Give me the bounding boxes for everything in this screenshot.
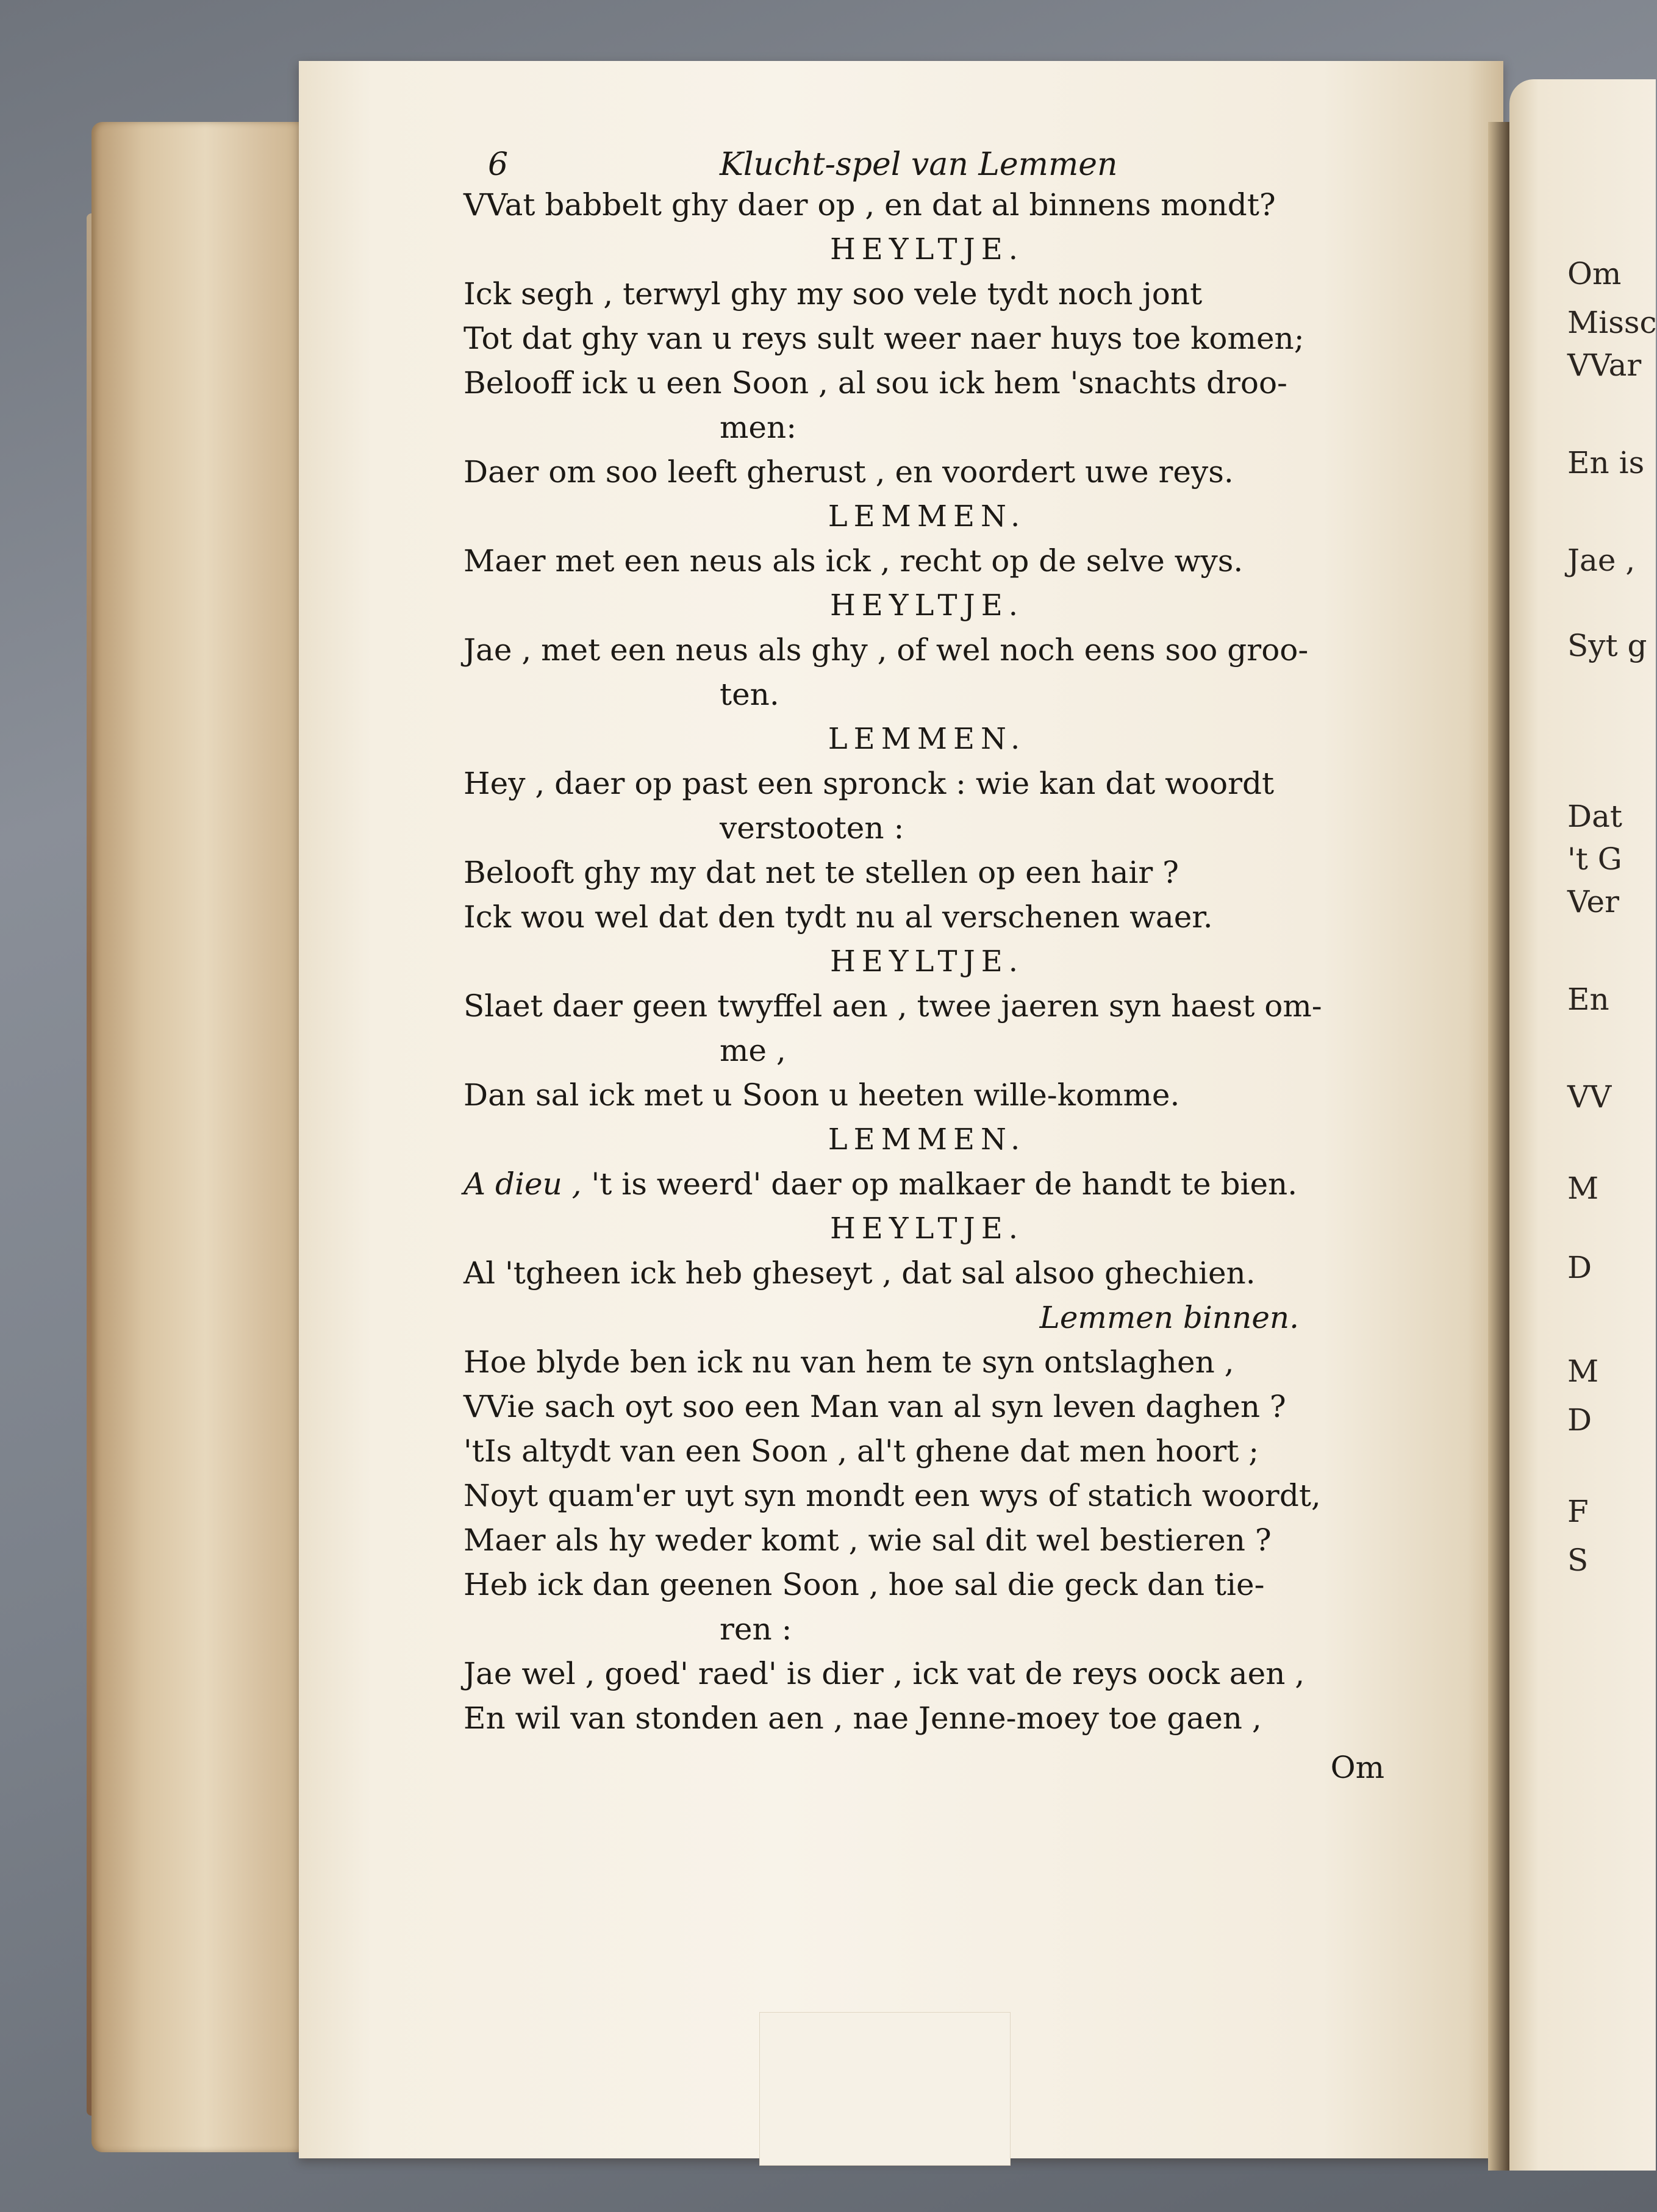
verse-line-rest: 't is weerd' daer op malkaer de handt te bien.: [581, 1166, 1298, 1202]
running-title: Klucht-spel van Lemmen: [720, 146, 1118, 183]
facing-page-fragment: F: [1567, 1494, 1589, 1529]
verse-line: [463, 1162, 1390, 1207]
verse-line: Tot dat ghy van u reys sult weer naer huys toe komen;: [463, 321, 1304, 356]
facing-page-fragment: Ver: [1567, 884, 1620, 919]
verse-lines: [463, 183, 1390, 1790]
speaker-heading: HEYLTJE.: [829, 1211, 1025, 1246]
facing-page-fragment: D: [1567, 1250, 1592, 1285]
verse-line: En wil van stonden aen , nae Jenne-moey toe gaen ,: [463, 1700, 1262, 1736]
speaker-heading: HEYLTJE.: [829, 232, 1025, 266]
verse-line: VVat babbelt ghy daer op , en dat al binnens mondt?: [463, 187, 1276, 223]
facing-page-fragment: VV: [1567, 1079, 1612, 1115]
facing-page-fragment: Missc: [1567, 305, 1657, 340]
facing-page-fragment: En is: [1567, 445, 1645, 480]
verse-line: Slaet daer geen twyffel aen , twee jaeren syn haest om-: [463, 988, 1322, 1024]
verse-line: Ick segh , terwyl ghy my soo vele tydt noch jont: [463, 276, 1203, 312]
catchword: Om: [1330, 1750, 1384, 1785]
verse-line: Maer met een neus als ick , recht op de selve wys.: [463, 543, 1244, 579]
page-edges: [91, 122, 299, 2152]
verse-line: Al 'tgheen ick heb gheseyt , dat sal alsoo ghechien.: [463, 1255, 1256, 1291]
facing-page-fragment: Syt g: [1567, 628, 1647, 663]
verse-line: Dan sal ick met u Soon u heeten wille-komme.: [463, 1077, 1180, 1113]
verse-line: Hoe blyde ben ick nu van hem te syn ontslaghen ,: [463, 1344, 1234, 1380]
speaker-heading: LEMMEN.: [828, 1122, 1026, 1157]
page-number: 6: [488, 146, 509, 183]
verse-line: Daer om soo leeft gherust , en voordert uwe reys.: [463, 454, 1234, 490]
facing-page-fragment: 't G: [1567, 841, 1622, 877]
verse-line: Jae wel , goed' raed' is dier , ick vat de reys oock aen ,: [463, 1656, 1305, 1691]
verse-line: Heb ick dan geenen Soon , hoe sal die geck dan tie-: [463, 1567, 1265, 1602]
facing-page-fragment: En: [1567, 982, 1609, 1017]
paper-slip: [759, 2012, 1011, 2166]
facing-page-fragment: D: [1567, 1402, 1592, 1438]
speaker-heading: LEMMEN.: [828, 722, 1026, 756]
verse-turnover: me ,: [720, 1033, 786, 1068]
verse-line: Ick wou wel dat den tydt nu al verschenen waer.: [463, 899, 1213, 935]
verse-turnover: ten.: [720, 677, 779, 712]
facing-page-fragment: Jae ,: [1567, 543, 1636, 578]
verse-line: 'tIs altydt van een Soon , al't ghene dat men hoort ;: [463, 1433, 1259, 1469]
facing-page-fragment: M: [1567, 1354, 1599, 1389]
right-page: [1509, 79, 1656, 2171]
verse-italic-lead: A dieu ,: [463, 1166, 582, 1202]
verse-line: Belooft ghy my dat net te stellen op een hair ?: [463, 855, 1179, 890]
running-head: [463, 146, 1390, 183]
page-text: [463, 146, 1390, 1790]
facing-page-fragment: Dat: [1567, 799, 1622, 834]
verse-line: Hey , daer op past een spronck : wie kan dat woordt: [463, 766, 1275, 801]
verse-line: Belooff ick u een Soon , al sou ick hem 'snachts droo-: [463, 365, 1287, 401]
facing-page-fragment: M: [1567, 1171, 1599, 1206]
verse-line: Maer als hy weder komt , wie sal dit wel bestieren ?: [463, 1522, 1272, 1558]
facing-page-fragment: S: [1567, 1543, 1589, 1578]
verse-line: Noyt quam'er uyt syn mondt een wys of statich woordt,: [463, 1478, 1321, 1513]
verse-line: Jae , met een neus als ghy , of wel noch eens soo groo-: [463, 632, 1309, 668]
verse-turnover: ren :: [720, 1611, 792, 1647]
verse-line: VVie sach oyt soo een Man van al syn leven daghen ?: [463, 1389, 1286, 1424]
speaker-heading: HEYLTJE.: [829, 588, 1025, 623]
facing-page-fragment: Om: [1567, 256, 1622, 291]
speaker-heading: HEYLTJE.: [829, 944, 1025, 979]
stage-direction: Lemmen binnen.: [1039, 1300, 1299, 1335]
speaker-heading: LEMMEN.: [828, 499, 1026, 533]
verse-turnover: verstooten :: [720, 810, 904, 846]
verse-turnover: men:: [720, 410, 797, 445]
facing-page-fragment: VVar: [1567, 348, 1642, 383]
